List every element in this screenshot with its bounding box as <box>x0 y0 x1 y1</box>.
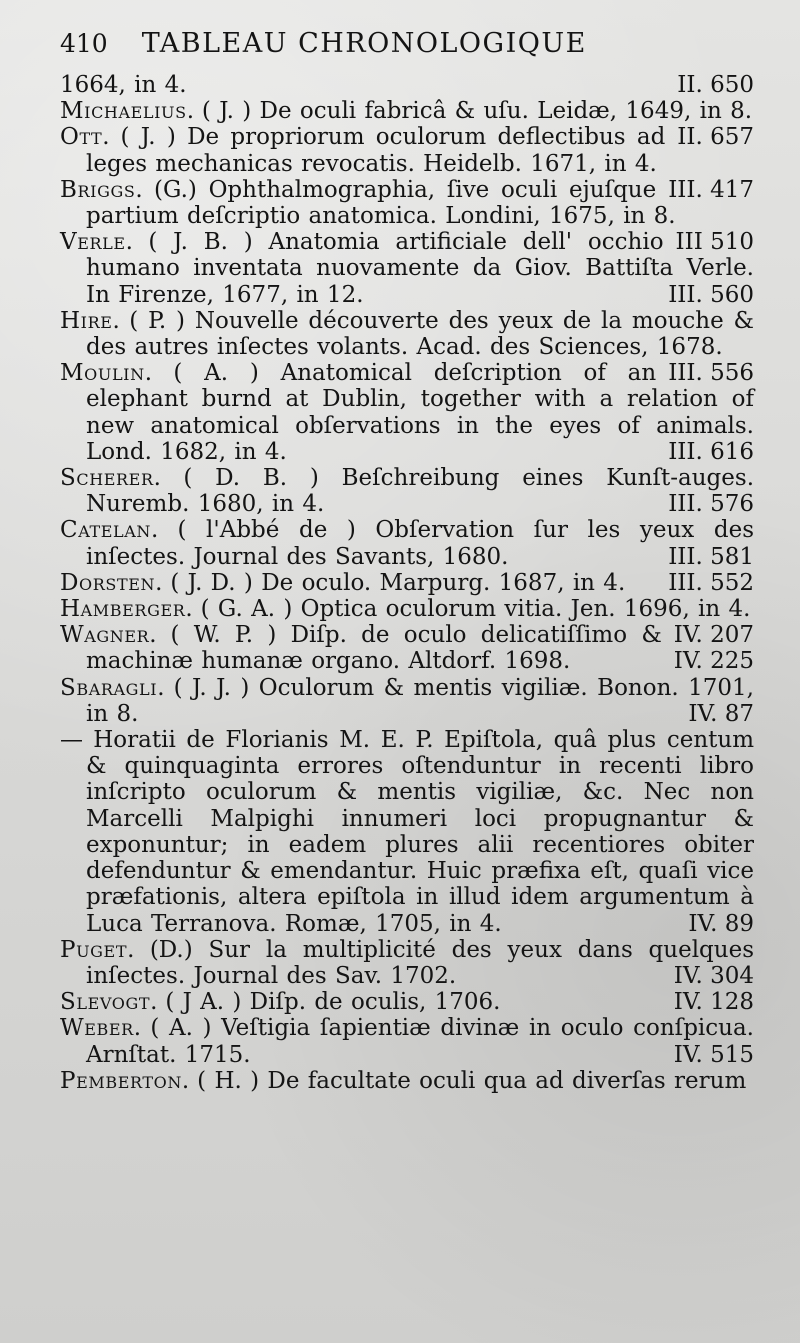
running-title: TABLEAU CHRONOLOGIQUE <box>141 28 587 59</box>
entry-text: ( l'Abbé de ) Obſervation ſur les yeux des inſectes. Journal des Savants, 1680. <box>86 517 754 570</box>
entry-reference: III. 552 <box>668 569 754 596</box>
entry-author: Verle. <box>60 229 134 256</box>
entry-text: ( J A. ) Diſp. de oculis, 1706. <box>165 989 501 1016</box>
entry-reference: IV. 128 <box>673 989 754 1016</box>
entry-text: ( P. ) Nouvelle découverte des yeux de la mouche & des autres inſectes volants. Acad. des Sciences, 1678. <box>86 307 754 361</box>
entry-reference: III. 560 <box>668 281 754 308</box>
entry-text: ( J. ) De oculi fabricâ & uſu. Leidæ, 1649, in 8. <box>201 98 753 125</box>
entry-author: Scherer. <box>60 465 162 492</box>
entry-text: ( W. P. ) Diſp. de oculo delicatiſſimo & machinæ humanæ organo. Altdorf. 1698. <box>86 622 662 675</box>
entry-reference: III. 616 <box>668 438 754 465</box>
entry-author: Hire. <box>60 307 121 334</box>
bibliography-entry <box>60 675 754 727</box>
bibliography-entry <box>60 465 754 517</box>
entry-author: Catelan. <box>60 517 159 544</box>
entry-author: Weber. <box>60 1015 142 1042</box>
entry-author: Ott. <box>60 124 111 151</box>
entry-text: Horatii de Florianis M. E. P. Epiſtola, quâ plus centum & quinquaginta errores oſtenduntur in recenti libro inſcripto oculorum & mentis vigiliæ, &c. Nec non Marcelli Malpighi innumeri loci propugnantur & exponuntur; in eadem plures alii recentiores obiter defenduntur & emendantur. Huic præfixa eſt, quaſi vice præfationis, altera epiſtola in illud idem argumentum à Luca Terranova. Romæ, 1705, in 4. <box>86 727 754 937</box>
bibliography-entry <box>60 937 754 989</box>
entry-reference: III. 576 <box>668 491 754 518</box>
entry-author: Sbaragli. <box>60 674 166 701</box>
bibliography-entry <box>60 360 754 465</box>
entry-text: ( A. ) Veſtigia ſapientiæ divinæ in oculo conſpicua. Arnſtat. 1715. <box>86 1015 754 1068</box>
entry-reference: IV. 304 <box>673 962 754 989</box>
entry-author: Hamberger. <box>60 596 194 623</box>
bibliography-entry <box>60 622 754 674</box>
entry-author: Puget. <box>60 936 136 963</box>
entry-reference: IV. 225 <box>673 648 754 675</box>
entry-reference: III 510 <box>675 229 754 256</box>
bibliography-entry <box>60 727 754 937</box>
entry-author: Wagner. <box>60 622 158 649</box>
bibliography-list <box>60 72 754 1094</box>
bibliography-entry <box>60 570 754 596</box>
bibliography-entry <box>60 517 754 569</box>
entry-text: ( D. B. ) Beſchreibung eines Kunſt-auges. Nuremb. 1680, in 4. <box>86 465 755 518</box>
entry-text: ( H. ) De facultate oculi qua ad diverſas rerum <box>197 1067 747 1094</box>
entry-text: (D.) Sur la multiplicité des yeux dans quelques inſectes. Journal des Sav. 1702. <box>86 936 754 989</box>
entry-text: ( A. ) Anatomical deſcription of an elephant burnd at Dublin, together with a relation of new anatomical obſervations in the eyes of animals. Lond. 1682, in 4. <box>86 360 754 465</box>
bibliography-entry <box>60 1068 754 1094</box>
entry-text: (G.) Ophthalmographia, ſive oculi ejuſque partium deſcriptio anatomica. Londini, 1675, in 8. <box>86 176 676 230</box>
entry-text: ( J. J. ) Oculorum & mentis vigiliæ. Bonon. 1701, in 8. <box>86 674 754 727</box>
bibliography-entry <box>60 229 754 308</box>
entry-text: ( J. B. ) Anatomia artificiale dell' occhio humano inventata nuovamente da Giov. Battiſta Verle. In Firenze, 1677, in 12. <box>86 229 754 308</box>
entry-author: Michaelius. <box>60 98 195 125</box>
entry-reference: III. 556 <box>668 360 754 387</box>
entry-text: ( J. ) De propriorum oculorum deflectibus ad leges mechanicas revocatis. Heidelb. 1671, in 4. <box>86 124 666 177</box>
entry-reference: II. 650 <box>677 72 754 98</box>
entry-reference: IV. 87 <box>688 700 754 727</box>
entry-reference: III. 417 <box>668 176 754 203</box>
entry-reference: IV. 89 <box>688 910 754 937</box>
bibliography-entry <box>60 989 754 1015</box>
entry-author: Pemberton. <box>60 1067 190 1094</box>
entry-author: Briggs. <box>60 176 144 203</box>
entry-author: Slevogt. <box>60 989 159 1016</box>
entry-reference: II. 657 <box>677 124 754 151</box>
bibliography-entry <box>60 72 754 98</box>
bibliography-entry <box>60 1015 754 1067</box>
entry-author: Dorsten. <box>60 569 164 596</box>
entry-text: ( G. A. ) Optica oculorum vitia. Jen. 1696, in 4. <box>200 596 751 623</box>
entry-reference: IV. 207 <box>673 622 754 649</box>
entry-text: ( J. D. ) De oculo. Marpurg. 1687, in 4. <box>170 569 626 596</box>
entry-author: Moulin. <box>60 360 153 387</box>
entry-reference: III. 581 <box>668 543 754 570</box>
page-header <box>60 28 754 64</box>
entry-text: 1664, in 4. <box>60 72 187 98</box>
entry-reference: IV. 515 <box>673 1041 754 1068</box>
entry-author: — <box>60 727 84 754</box>
page-number: 410 <box>60 29 108 58</box>
